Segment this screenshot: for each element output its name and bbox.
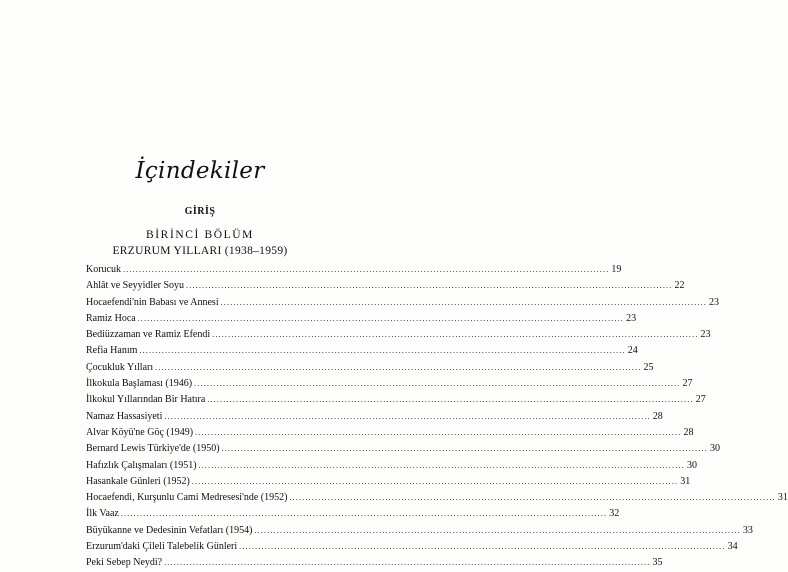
dot-leader	[164, 409, 650, 425]
toc-entry-page-number: 33	[742, 524, 753, 536]
intro-heading: GİRİŞ	[184, 206, 216, 217]
toc-entry-title: Ramiz Hoca	[86, 312, 136, 324]
toc-entry-title: İlkokul Yıllarından Bir Hatıra	[86, 394, 206, 406]
toc-entry-page-number: 35	[652, 557, 663, 569]
toc-entry	[86, 555, 663, 571]
toc-entry	[86, 311, 637, 327]
toc-entry-page-number: 31	[777, 492, 788, 504]
toc-entry	[86, 262, 622, 278]
toc-entry-page-number: 28	[652, 410, 663, 422]
toc-entry-page-number: 23	[700, 329, 711, 341]
dot-leader	[212, 327, 698, 343]
toc-entry	[86, 474, 691, 490]
toc-entry-page-number: 30	[709, 443, 720, 455]
toc-entry-title: Namaz Hassasiyeti	[86, 410, 163, 422]
toc-entry	[86, 490, 788, 506]
toc-entry-title: Çocukluk Yılları	[86, 361, 154, 373]
dot-leader	[138, 311, 624, 327]
toc-entry-page-number: 24	[627, 345, 638, 357]
toc-entry-page-number: 34	[727, 541, 738, 553]
toc-entry-page-number: 27	[695, 394, 706, 406]
dot-leader	[123, 262, 609, 278]
page-title: İçindekiler	[135, 158, 265, 184]
dot-leader	[155, 360, 641, 376]
dot-leader	[194, 376, 680, 392]
part-subtitle: ERZURUM YILLARI (1938–1959)	[112, 245, 288, 257]
toc-entry	[86, 392, 706, 408]
dot-leader	[289, 490, 775, 506]
toc-entry-page-number: 25	[643, 361, 654, 373]
toc-entry-title: Büyükanne ve Dedesinin Vefatları (1954)	[86, 524, 253, 536]
toc-entry-title: Bernard Lewis Türkiye'de (1950)	[86, 443, 220, 455]
dot-leader	[139, 343, 625, 359]
toc-entry	[86, 343, 638, 359]
toc-entry-title: Erzurum'daki Çileli Talebelik Günleri	[86, 541, 238, 553]
dot-leader	[192, 474, 678, 490]
toc-entry-page-number: 22	[674, 280, 685, 292]
toc-entry	[86, 458, 697, 474]
part-title: BİRİNCİ BÖLÜM	[145, 229, 254, 241]
toc-entry-page-number: 23	[626, 312, 637, 324]
dot-leader	[239, 539, 725, 555]
toc-entry-title: İlk Vaaz	[86, 508, 119, 520]
toc-entry-page-number: 27	[682, 378, 693, 390]
toc-entry	[86, 425, 694, 441]
toc-entry-title: Hocaefendi, Kurşunlu Cami Medresesi'nde (1952)	[86, 492, 288, 504]
toc-entry	[86, 441, 720, 457]
toc-entry-page-number: 30	[686, 459, 697, 471]
toc-entry-page-number: 23	[709, 296, 720, 308]
dot-leader	[199, 458, 685, 474]
toc-entry-title: Bediüzzaman ve Ramiz Efendi	[86, 329, 211, 341]
dot-leader	[254, 523, 740, 539]
dot-leader	[195, 425, 681, 441]
toc-entry-title: Alvar Köyü'ne Göç (1949)	[86, 426, 194, 438]
toc-entry-title: Hasankale Günleri (1952)	[86, 475, 190, 487]
toc-entry-page-number: 28	[683, 426, 694, 438]
toc-entry-title: Ahlât ve Seyyidler Soyu	[86, 280, 185, 292]
toc-entry-page-number: 19	[611, 264, 622, 275]
table-of-contents	[86, 262, 788, 572]
toc-entry-page-number: 32	[609, 508, 620, 520]
toc-entry-title: Korucuk	[86, 264, 121, 275]
toc-entry	[86, 523, 753, 539]
toc-entry	[86, 539, 738, 555]
toc-entry	[86, 295, 720, 311]
dot-leader	[186, 278, 672, 294]
toc-entry-title: Refia Hanım	[86, 345, 138, 357]
toc-entry	[86, 327, 711, 343]
dot-leader	[221, 295, 707, 311]
toc-entry-title: Peki Sebep Neydi?	[86, 557, 163, 569]
dot-leader	[207, 392, 693, 408]
toc-entry	[86, 360, 654, 376]
toc-entry-title: İlkokula Başlaması (1946)	[86, 378, 193, 390]
toc-entry	[86, 506, 620, 522]
toc-entry	[86, 278, 685, 294]
dot-leader	[164, 555, 650, 571]
toc-entry	[86, 376, 693, 392]
toc-entry-title: Hocaefendi'nin Babası ve Annesi	[86, 296, 219, 308]
toc-entry-page-number: 31	[680, 475, 691, 487]
dot-leader	[222, 441, 708, 457]
dot-leader	[121, 506, 607, 522]
toc-entry-title: Hafızlık Çalışmaları (1951)	[86, 459, 197, 471]
toc-entry	[86, 409, 663, 425]
